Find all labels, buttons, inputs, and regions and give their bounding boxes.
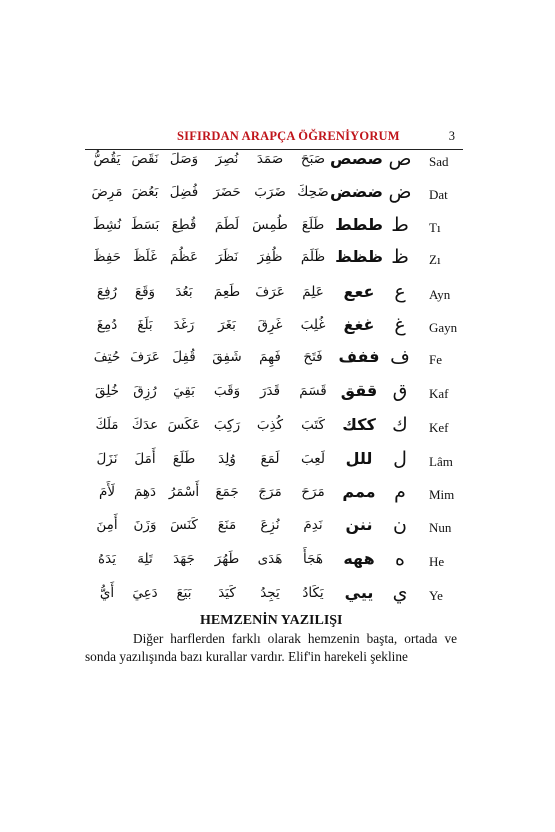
example-word: يَجِدُ bbox=[260, 585, 280, 601]
example-word: غَرِقَ bbox=[257, 317, 283, 333]
example-word: بَعُضَ bbox=[131, 184, 159, 200]
letter-row bbox=[85, 214, 463, 244]
letter-row bbox=[85, 148, 463, 178]
example-word: عَرَفَ bbox=[130, 349, 160, 365]
example-word: نُزِعَ bbox=[260, 517, 280, 533]
example-word: رَغَدَ bbox=[173, 317, 195, 333]
connected-letters: ممم bbox=[342, 482, 376, 501]
example-word: قَسَمَ bbox=[299, 383, 327, 399]
example-word: طَلَعَ bbox=[172, 451, 196, 467]
connected-letters: للل bbox=[345, 449, 373, 468]
example-word: أَيُّ bbox=[99, 585, 115, 601]
example-word: عَكَسَ bbox=[167, 417, 201, 433]
letter-row bbox=[85, 346, 463, 376]
example-word: بَغَرَ bbox=[218, 317, 236, 333]
example-word: نُشِطَ bbox=[92, 217, 122, 233]
example-word: حَضَرَ bbox=[213, 184, 241, 200]
isolated-letter: ص bbox=[388, 148, 412, 170]
example-word: شَفِقَ bbox=[212, 349, 242, 365]
letter-name: Ayn bbox=[429, 287, 451, 302]
example-word: نَقَصَ bbox=[131, 151, 159, 167]
example-word: طَعِمَ bbox=[213, 284, 241, 300]
example-word: بَعُدَ bbox=[175, 284, 193, 300]
example-word: بَسَطَ bbox=[130, 217, 160, 233]
example-word: غَلَظَ bbox=[132, 249, 158, 265]
letter-name: Mim bbox=[429, 487, 455, 502]
example-word: خُلِقَ bbox=[94, 383, 120, 399]
example-word: كَنَسَ bbox=[170, 517, 198, 533]
connected-letters: غغغ bbox=[343, 315, 375, 334]
letter-row bbox=[85, 514, 463, 544]
connected-letters: ضضض bbox=[329, 182, 383, 201]
page-number: 3 bbox=[448, 129, 455, 143]
letter-name: He bbox=[429, 554, 445, 569]
example-word: وُلِدَ bbox=[218, 451, 236, 467]
letter-row bbox=[85, 548, 463, 578]
example-word: هَدَى bbox=[257, 551, 283, 567]
example-word: مَرَحَ bbox=[301, 484, 325, 500]
example-word: رُزِقَ bbox=[133, 383, 157, 399]
example-word: دَهِمَ bbox=[133, 484, 157, 500]
example-word: وَقَبَ bbox=[213, 383, 241, 399]
example-word: حَفِظَ bbox=[93, 249, 121, 265]
connected-letters: ققق bbox=[340, 381, 378, 400]
letter-name: Lâm bbox=[429, 454, 453, 469]
example-word: وَزَنَ bbox=[133, 517, 157, 533]
example-word: طُمِسَ bbox=[252, 217, 288, 233]
letter-name: Tı bbox=[429, 220, 441, 235]
example-word: حُتِفَ bbox=[93, 349, 121, 365]
example-word: يَدَهُ bbox=[98, 551, 116, 567]
isolated-letter: ض bbox=[388, 181, 412, 203]
isolated-letter: ل bbox=[393, 448, 407, 470]
letter-name: Kef bbox=[429, 420, 449, 435]
letter-name: Fe bbox=[429, 352, 442, 367]
isolated-letter: ي bbox=[392, 582, 408, 604]
example-word: جَهَدَ bbox=[173, 551, 195, 567]
isolated-letter: ع bbox=[394, 281, 406, 303]
letter-row bbox=[85, 246, 463, 276]
example-word: كَيَدَ bbox=[218, 585, 236, 601]
example-word: أَمِنَ bbox=[96, 517, 118, 533]
example-word: مَرَجَ bbox=[258, 484, 282, 500]
example-word: دُمِغَ bbox=[96, 317, 118, 333]
isolated-letter: ك bbox=[392, 414, 408, 436]
example-word: عَرَفَ bbox=[255, 284, 285, 300]
example-word: طَلَعَ bbox=[301, 217, 325, 233]
example-word: رُفِعَ bbox=[96, 284, 118, 300]
letter-row bbox=[85, 380, 463, 410]
example-word: أَمَلَ bbox=[134, 451, 156, 467]
letter-row bbox=[85, 314, 463, 344]
example-word: جَمَعَ bbox=[215, 484, 239, 500]
example-word: فَتَحَ bbox=[303, 349, 323, 365]
example-word: نَدِمَ bbox=[303, 517, 323, 533]
page-header-title: SIFIRDAN ARAPÇA ÖĞRENİYORUM bbox=[177, 129, 400, 143]
example-word: قَدَرَ bbox=[259, 383, 281, 399]
connected-letters: ييي bbox=[344, 583, 374, 602]
letter-name: Dat bbox=[429, 187, 448, 202]
isolated-letter: ظ bbox=[391, 246, 409, 268]
letter-row bbox=[85, 448, 463, 478]
example-word: دَعِيَ bbox=[132, 585, 158, 601]
example-word: قُفِلَ bbox=[172, 349, 196, 365]
isolated-letter: ق bbox=[392, 380, 408, 402]
example-word: صَمَدَ bbox=[256, 151, 284, 167]
letter-name: Ye bbox=[429, 588, 443, 603]
example-word: طَهُرَ bbox=[214, 551, 240, 567]
example-word: يَقُصُّ bbox=[93, 151, 121, 167]
isolated-letter: م bbox=[394, 481, 406, 503]
example-word: وَقَعَ bbox=[134, 284, 156, 300]
isolated-letter: غ bbox=[394, 314, 406, 336]
example-word: غُلِبَ bbox=[300, 317, 326, 333]
example-word: لَمَعَ bbox=[260, 451, 280, 467]
letter-row bbox=[85, 582, 463, 612]
example-word: فَهِمَ bbox=[259, 349, 281, 365]
example-word: عدَكَ bbox=[131, 417, 159, 433]
letter-name: Zı bbox=[429, 252, 441, 267]
isolated-letter: ط bbox=[391, 214, 409, 236]
isolated-letter: ف bbox=[390, 346, 410, 368]
example-word: لَطَمَ bbox=[214, 217, 240, 233]
example-word: بَقِيَ bbox=[173, 383, 195, 399]
example-word: فُضِلَ bbox=[169, 184, 199, 200]
letter-name: Kaf bbox=[429, 386, 449, 401]
connected-letters: ننن bbox=[345, 515, 373, 534]
section-title: HEMZENİN YAZILIŞI bbox=[200, 613, 343, 628]
example-word: وَصَلَ bbox=[169, 151, 199, 167]
example-word: نَزَلَ bbox=[96, 451, 118, 467]
connected-letters: ططط bbox=[335, 215, 383, 234]
example-word: أَسْمَرُ bbox=[168, 484, 200, 500]
letter-name: Gayn bbox=[429, 320, 458, 335]
letter-row bbox=[85, 414, 463, 444]
section-paragraph: Diğer harflerden farklı olarak hemzenin başta, ortada ve sonda yazılışında bazı kurallar vardır. Elif'in harekeli şekline bbox=[85, 631, 457, 664]
example-word: لَأَمَ bbox=[98, 484, 116, 500]
example-word: بَيَعَ bbox=[176, 585, 192, 601]
letter-name: Sad bbox=[429, 154, 449, 169]
example-word: ضَرَبَ bbox=[254, 184, 286, 200]
letter-name: Nun bbox=[429, 520, 452, 535]
connected-letters: ععع bbox=[343, 282, 375, 301]
letter-row bbox=[85, 181, 463, 211]
example-word: ظَلَمَ bbox=[300, 249, 326, 265]
example-word: بَلَغَ bbox=[137, 317, 153, 333]
connected-letters: ككك bbox=[342, 415, 376, 434]
example-word: عَلِمَ bbox=[302, 284, 324, 300]
connected-letters: صصص bbox=[329, 149, 383, 168]
example-word: نُصِرَ bbox=[215, 151, 239, 167]
example-word: ظُفِرَ bbox=[257, 249, 283, 265]
example-word: كَتَبَ bbox=[301, 417, 325, 433]
example-word: كُذِبَ bbox=[256, 417, 284, 433]
example-word: لَعِبَ bbox=[301, 451, 325, 467]
isolated-letter: ن bbox=[393, 514, 407, 536]
letter-row bbox=[85, 481, 463, 511]
example-word: مَلَكَ bbox=[95, 417, 119, 433]
isolated-letter: ه bbox=[395, 548, 405, 570]
example-word: يَكَادُ bbox=[302, 585, 324, 601]
example-word: صَبَحَ bbox=[300, 151, 326, 167]
example-word: ضَحِكَ bbox=[297, 184, 329, 200]
example-word: هَجَأَ bbox=[303, 551, 323, 567]
example-word: عَظُمَ bbox=[169, 249, 199, 265]
example-word: قُطِعَ bbox=[171, 217, 197, 233]
connected-letters: ففف bbox=[338, 347, 380, 366]
connected-letters: ههه bbox=[343, 549, 375, 568]
example-word: تَلِهَ bbox=[137, 551, 153, 567]
example-word: رَكِبَ bbox=[213, 417, 241, 433]
example-word: مَرِضَ bbox=[91, 184, 123, 200]
connected-letters: ظظظ bbox=[335, 247, 383, 266]
example-word: مَنَعَ bbox=[217, 517, 237, 533]
letter-row bbox=[85, 281, 463, 311]
example-word: نَظَرَ bbox=[215, 249, 239, 265]
